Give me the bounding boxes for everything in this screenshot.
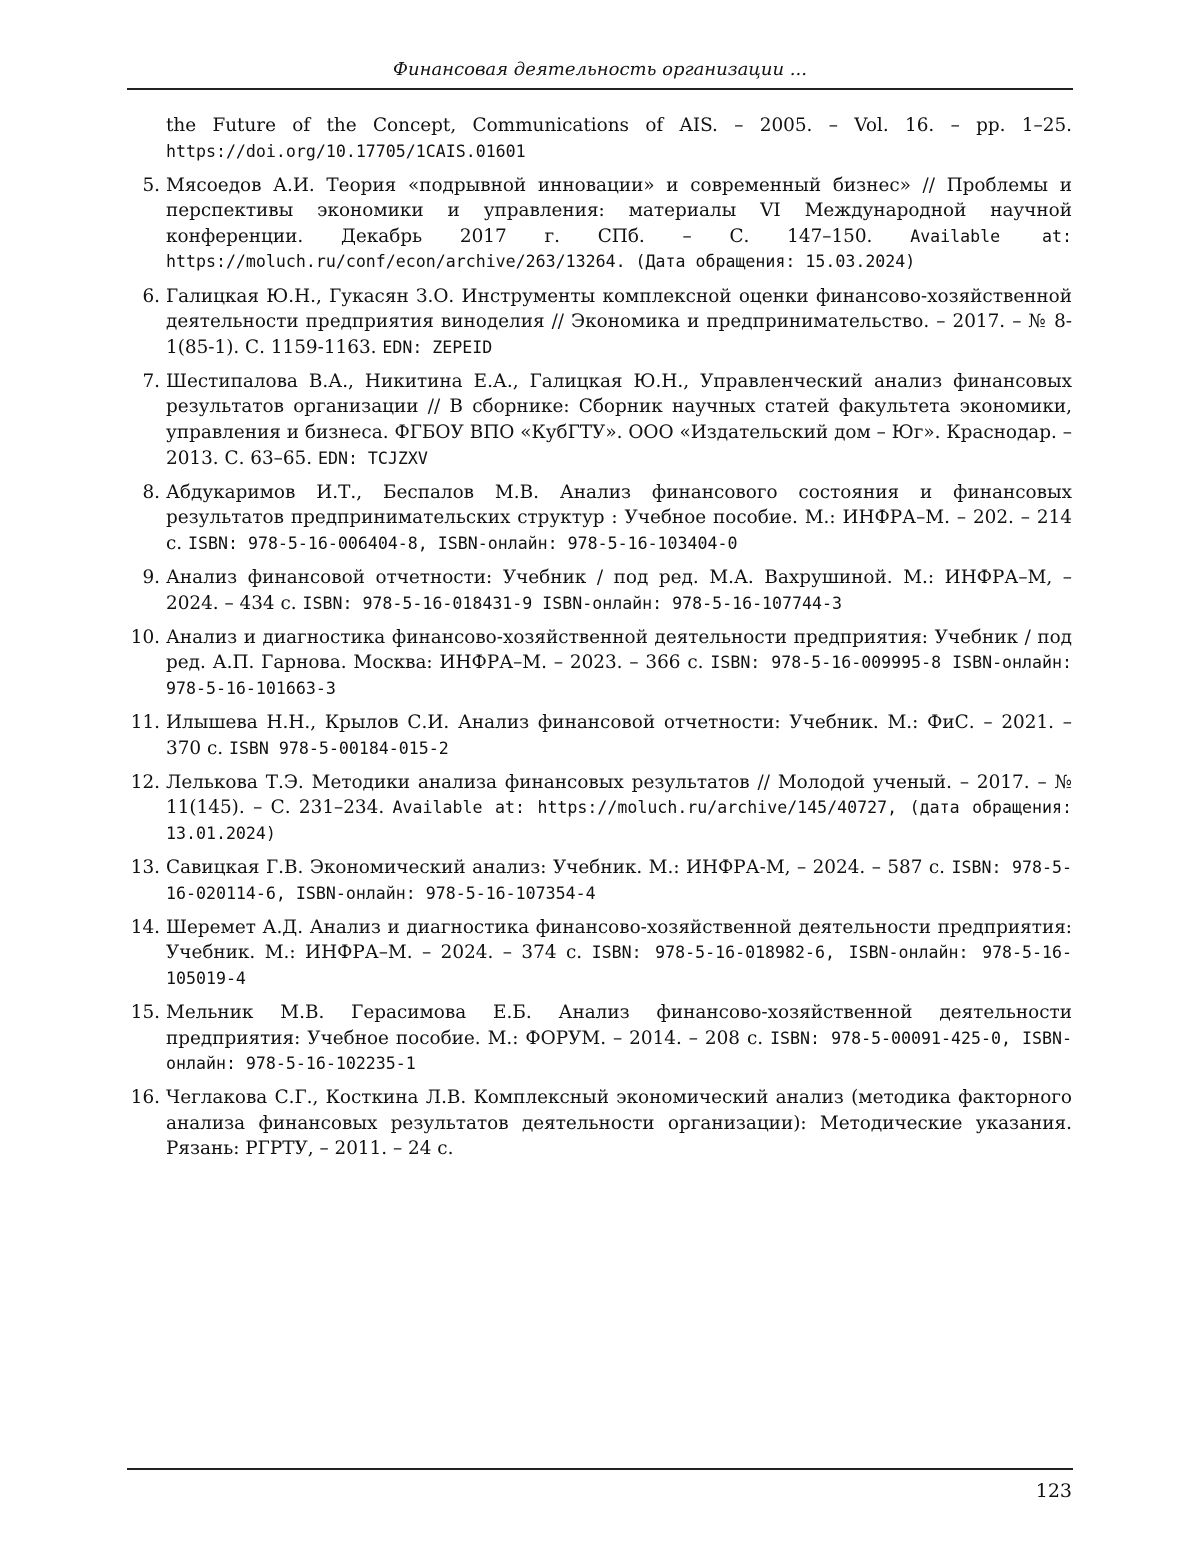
reference-link[interactable]: Available at: https://moluch.ru/archive/145/40727, (дата обращения: 13.01.2024) [166,798,1072,843]
reference-text: Мясоедов А.И. Теория «подрывной инновации» и современный бизнес» // Проблемы и перспективы экономики и управления: материалы VI Международной научной конференции. Декабрь 2017 г. СПб. – С. 147–150. [166,174,1072,247]
reference-text: Анализ финансовой отчетности: Учебник / под ред. М.А. Вахрушиной. М.: ИНФРА–М, – 2024. – 434 с. [166,567,1072,614]
reference-text: Шеремет А.Д. Анализ и диагностика финансово-хозяйственной деятельности предприятия: Учебник. М.: ИНФРА–М. – 2024. – 374 с. [166,916,1072,964]
reference-number: 7. [142,370,160,392]
reference-item [142,284,1072,361]
reference-item [166,113,1072,164]
running-title: Финансовая деятельность организации ... [393,59,807,80]
reference-item [130,1085,1072,1162]
reference-number: 6. [142,285,160,307]
reference-number: 16. [130,1087,160,1109]
reference-number: 14. [130,916,160,938]
reference-number: 15. [130,1001,160,1023]
reference-text: the Future of the Concept, Communications of AIS. – 2005. – Vol. 16. – pp. 1–25. [166,115,1072,136]
reference-identifier: ISBN: 978-5-16-018982-6, ISBN-онлайн: 978-5-16-105019-4 [166,943,1072,988]
reference-item [142,369,1072,471]
reference-item [130,770,1072,847]
reference-item [142,173,1073,275]
reference-identifier: ISBN: 978-5-16-006404-8, ISBN-онлайн: 978-5-16-103404-0 [188,533,738,553]
reference-number: 5. [142,174,160,196]
reference-text: Илышева Н.Н., Крылов С.И. Анализ финансовой отчетности: Учебник. М.: ФиС. – 2021. – 370 с. [166,711,1072,759]
reference-number: 11. [130,711,160,733]
reference-identifier: ISBN: 978-5-16-009995-8 ISBN-онлайн: 978-5-16-101663-3 [166,653,1072,698]
reference-identifier: ISBN 978-5-00184-015-2 [228,738,449,758]
reference-number: 13. [130,856,160,878]
reference-identifier: ISBN: 978-5-16-018431-9 ISBN-онлайн: 978-5-16-107744-3 [302,593,842,613]
reference-item [130,1000,1072,1077]
reference-list [130,113,1073,1170]
reference-identifier: EDN: ZEPEID [382,337,493,357]
reference-item [142,480,1072,557]
reference-number: 8. [142,481,160,503]
reference-item [130,710,1072,761]
page-number: 123 [1035,1480,1072,1502]
reference-text: Чеглакова С.Г., Косткина Л.В. Комплексный экономический анализ (методика факторного анализа финансовых результатов деятельности организации): Методические указания. Рязань: РГРТУ, – 2011. – 24 с. [166,1087,1072,1160]
reference-text: Абдукаримов И.Т., Беспалов М.В. Анализ финансового состояния и финансовых результатов предпринимательских структур : Учебное пособие. М.: ИНФРА–М. – 202. – 214 с. [166,481,1072,554]
reference-identifier: ISBN: 978-5-16-020114-6, ISBN-онлайн: 978-5-16-107354-4 [166,857,1072,903]
reference-item [130,915,1072,992]
reference-item [142,565,1072,616]
reference-link[interactable]: https://doi.org/10.17705/1CAIS.01601 [166,141,526,161]
reference-identifier: EDN: TCJZXV [317,448,428,468]
reference-number: 9. [142,567,160,588]
reference-item [130,625,1072,702]
footer-rule [127,1468,1073,1470]
reference-number: 10. [130,626,160,648]
reference-text: Лелькова Т.Э. Методики анализа финансовых результатов // Молодой ученый. – 2017. – № 11(145). – С. 231–234. [166,771,1072,819]
reference-text: Шестипалова В.А., Никитина Е.А., Галицкая Ю.Н., Управленческий анализ финансовых результатов организации // В сборнике: Сборник научных статей факультета экономики, управления и бизнеса. ФГБОУ ВПО «КубГТУ». ООО «Издательский дом – Юг». Краснодар. – 2013. С. 63–65. [166,370,1072,469]
reference-number: 12. [130,771,160,793]
reference-text: Галицкая Ю.Н., Гукасян З.О. Инструменты комплексной оценки финансово-хозяйственной деятельности предприятия виноделия // Экономика и предпринимательство. – 2017. – № 8-1(85-1). С. 1159-1163. [166,285,1072,358]
reference-text: Мельник М.В. Герасимова Е.Б. Анализ финансово-хозяйственной деятельности предприятия: Учебное пособие. М.: ФОРУМ. – 2014. – 208 с. [166,1001,1072,1049]
reference-text: Савицкая Г.В. Экономический анализ: Учебник. М.: ИНФРА-М, – 2024. – 587 с. [166,856,946,878]
reference-item [130,855,1072,906]
reference-text: Анализ и диагностика финансово-хозяйственной деятельности предприятия: Учебник / под ред. А.П. Гарнова. Москва: ИНФРА–М. – 2023. – 366 с. [166,626,1072,674]
reference-link[interactable]: Available at: https://moluch.ru/conf/econ/archive/263/13264. (Дата обращения: 15.03.2024) [166,226,1073,272]
reference-identifier: ISBN: 978-5-00091-425-0, ISBN-онлайн: 978-5-16-102235-1 [166,1028,1072,1074]
running-header [127,56,1073,90]
